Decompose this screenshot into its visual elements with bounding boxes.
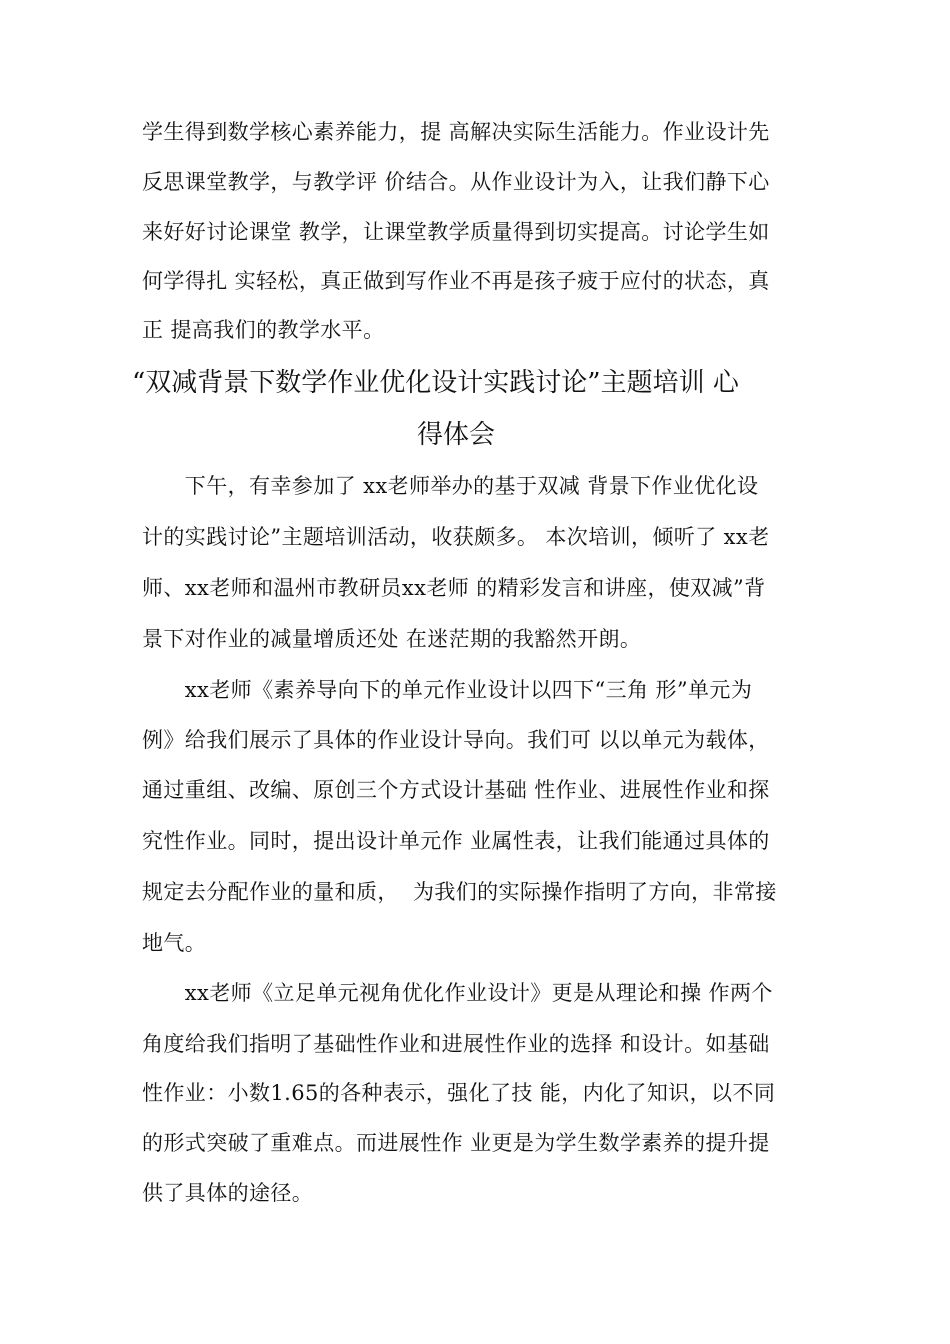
paragraph-line: xx老师《素养导向下的单元作业设计以四下“三角 形”单元为 — [142, 678, 753, 702]
paragraph-line: 计的实践讨论”主题培训活动，收获颇多。 本次培训，倾听了 xx老 — [142, 525, 770, 549]
intro-line: 正 提高我们的教学水平。 — [142, 318, 385, 342]
paragraph-line: 景下对作业的减量增质还处 在迷茫期的我豁然开朗。 — [142, 627, 642, 651]
article-title-line2: 得体会 — [417, 420, 496, 450]
paragraph-line: 角度给我们指明了基础性作业和进展性作业的选择 和设计。如基础 — [142, 1032, 770, 1056]
paragraph-line: 例》给我们展示了具体的作业设计导向。我们可 以以单元为载体， — [142, 728, 770, 752]
intro-line: 反思课堂教学，与教学评 价结合。从作业设计为入，让我们静下心 — [142, 170, 770, 194]
paragraph-line: 的形式突破了重难点。而进展性作 业更是为学生数学素养的提升提 — [142, 1131, 770, 1155]
paragraph-line: 通过重组、改编、原创三个方式设计基础 性作业、进展性作业和探 — [142, 778, 770, 802]
intro-line: 学生得到数学核心素养能力，提 高解决实际生活能力。作业设计先 — [142, 120, 770, 144]
intro-line: 何学得扎 实轻松，真正做到写作业不再是孩子疲于应付的状态，真 — [142, 269, 770, 293]
intro-line: 来好好讨论课堂 教学，让课堂教学质量得到切实提高。讨论学生如 — [142, 220, 770, 244]
paragraph-line: 师、xx老师和温州市教研员xx老师 的精彩发言和讲座，使双减”背 — [142, 576, 766, 600]
paragraph-line: 下午，有幸参加了 xx老师举办的基于双减 背景下作业优化设 — [142, 474, 759, 498]
paragraph-line: 地气。 — [142, 931, 207, 955]
paragraph-line: 性作业：小数1.65的各种表示，强化了技 能，内化了知识，以不同 — [142, 1081, 776, 1105]
article-title-line1: “双减背景下数学作业优化设计实践讨论”主题培训 心 — [132, 368, 739, 398]
paragraph-line: 究性作业。同时，提出设计单元作 业属性表，让我们能通过具体的 — [142, 829, 770, 853]
paragraph-line: 规定去分配作业的量和质， 为我们的实际操作指明了方向，非常接 — [142, 880, 777, 904]
paragraph-line: 供了具体的途径。 — [142, 1181, 314, 1205]
paragraph-line: xx老师《立足单元视角优化作业设计》更是从理论和操 作两个 — [142, 981, 773, 1005]
